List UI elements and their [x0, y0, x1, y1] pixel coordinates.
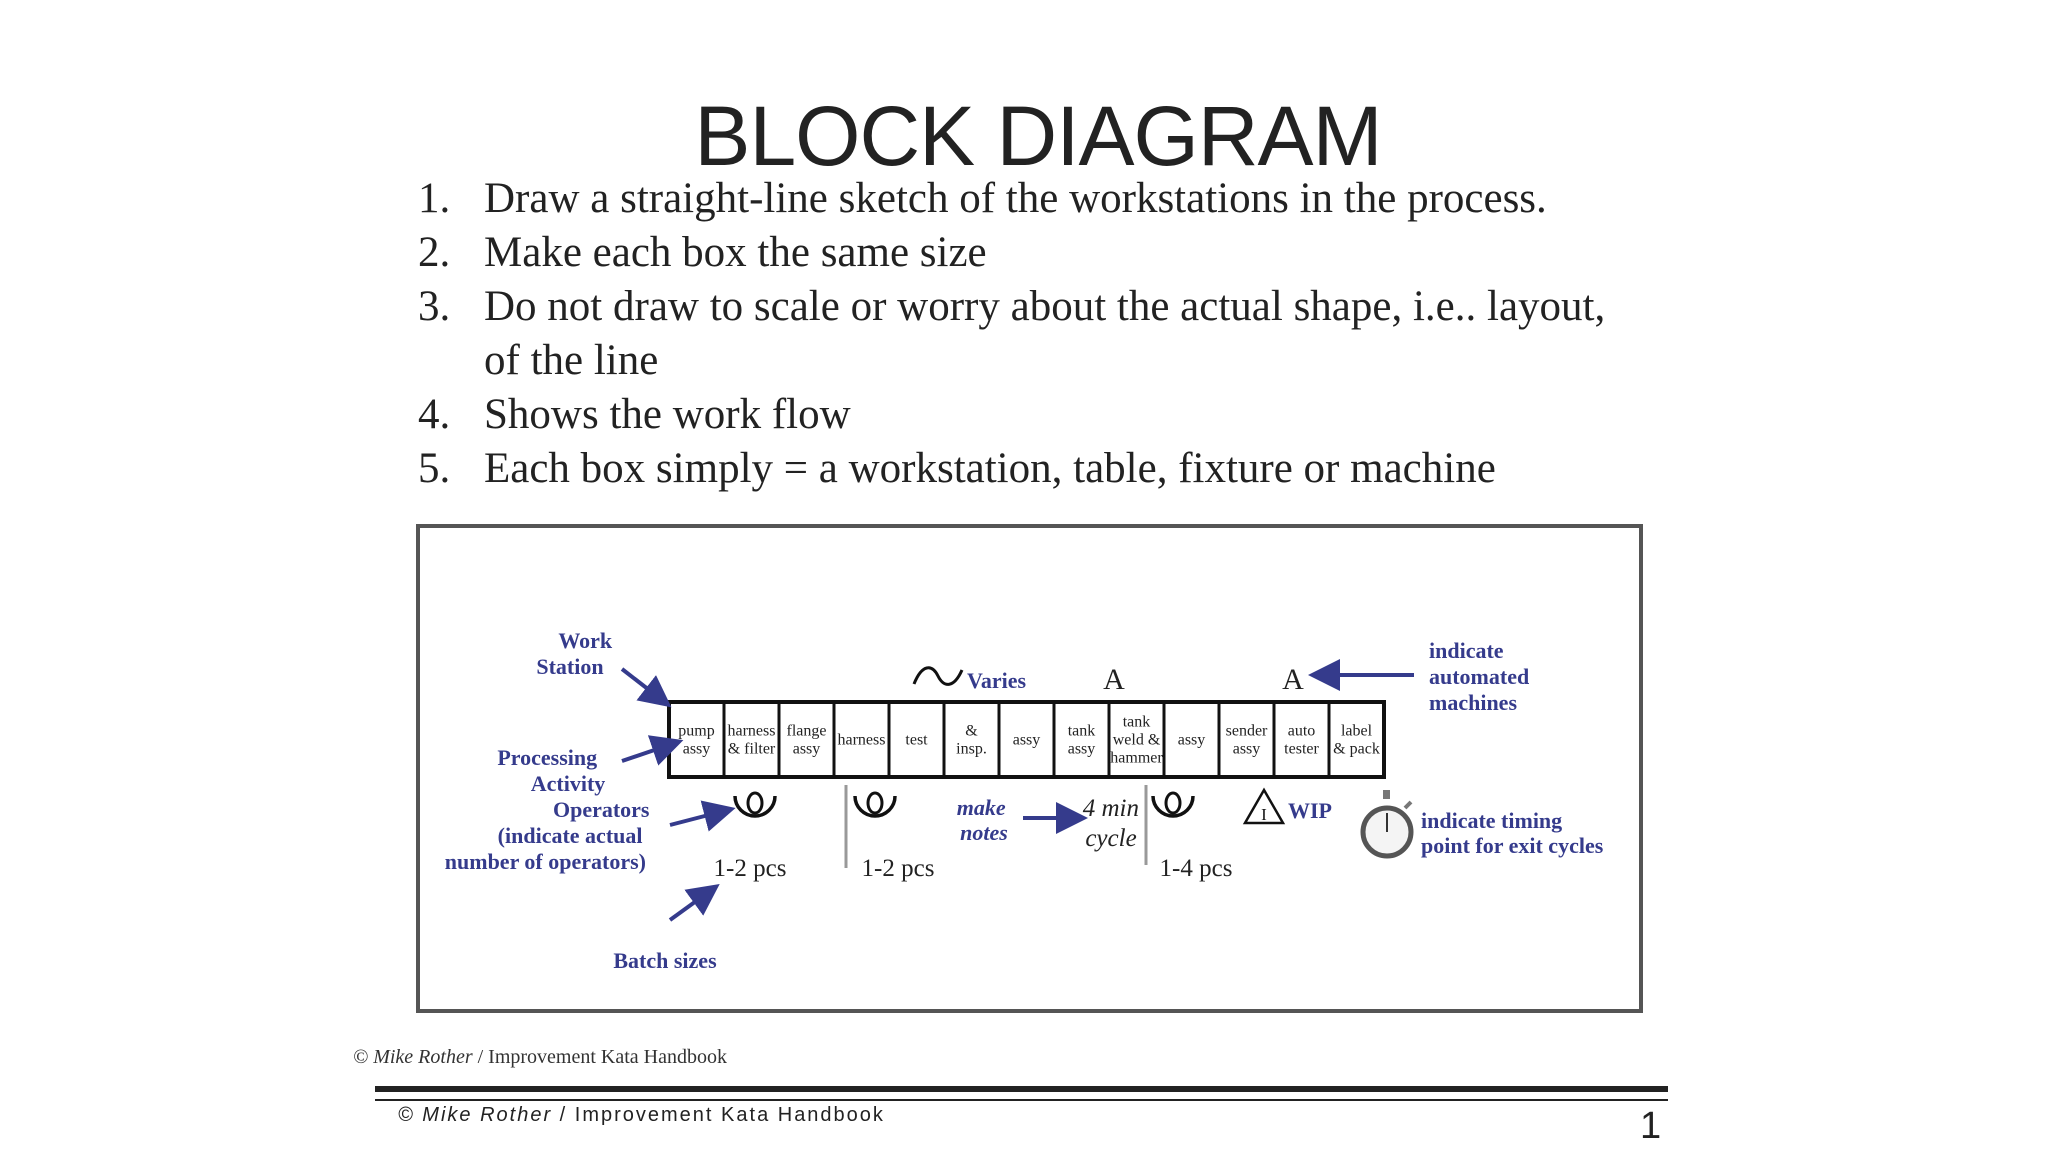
slide-footer [398, 1104, 885, 1127]
item-text: Make each box the same size [484, 229, 987, 276]
work-station-label: Work Station [536, 628, 613, 679]
item-text: Draw a straight-line sketch of the workstations in the process. [484, 175, 1547, 222]
workstation-box-label: harness & filter [727, 722, 776, 758]
credit-source: / Improvement Kata Handbook [472, 1046, 727, 1068]
indicate-timing-label: indicate timing point for exit cycles [1421, 808, 1604, 858]
batch-size-value: 1-4 pcs [1159, 855, 1233, 882]
batch-sizes-label: Batch sizes [613, 948, 717, 973]
footer-source: / Improvement Kata Handbook [552, 1104, 885, 1126]
workstation-box-label: auto tester [1284, 722, 1319, 758]
workstation-box-label: assy [1012, 731, 1041, 749]
item-text: Each box simply = a workstation, table, fixture or machine [484, 445, 1496, 492]
operators-label: Operators (indicate actual number of operators) [444, 797, 650, 874]
indicate-automated-label: indicate automated machines [1429, 638, 1530, 715]
page-number: 1 [1640, 1105, 1662, 1147]
workstation-box-label: label & pack [1333, 722, 1380, 758]
credit-author: © Mike Rother [353, 1046, 473, 1068]
workstation-box-label: sender assy [1225, 722, 1268, 758]
footer-rule-thick [375, 1086, 1668, 1092]
workstation-box-label: & insp. [956, 722, 987, 758]
workstation-box-label: test [905, 731, 928, 749]
workstation-box-label: pump assy [678, 722, 715, 758]
processing-activity-label: Processing Activity [497, 745, 606, 796]
svg-text:I: I [1261, 805, 1267, 824]
item-number: 3. [418, 283, 451, 330]
workstation-box-label: harness [837, 731, 886, 749]
automated-marker: A [1103, 663, 1125, 696]
footer-rule-thin [375, 1099, 1668, 1101]
wip-label: WIP [1288, 798, 1332, 823]
batch-size-value: 1-2 pcs [861, 855, 935, 882]
workstation-box-label: assy [1177, 731, 1206, 749]
slide-title: BLOCK DIAGRAM [694, 89, 1382, 183]
footer-author: © Mike Rother [398, 1104, 553, 1126]
workstation-box-label: tank weld & hammer [1110, 713, 1163, 767]
make-notes-label: make notes [956, 795, 1008, 845]
cycle-time-label: 4 min cycle [1082, 795, 1139, 852]
item-number: 5. [418, 445, 451, 492]
workstation-box-label: flange assy [786, 722, 827, 758]
item-text: Do not draw to scale or worry about the actual shape, i.e.. layout, [484, 283, 1606, 330]
item-number: 1. [418, 175, 451, 222]
automated-marker: A [1282, 663, 1304, 696]
item-number: 2. [418, 229, 451, 276]
item-number: 4. [418, 391, 451, 438]
item-text: of the line [484, 337, 659, 384]
item-text: Shows the work flow [484, 391, 851, 438]
workstation-box-label: tank assy [1067, 722, 1096, 758]
varies-label: Varies [967, 668, 1027, 693]
figure-credit [353, 1046, 727, 1069]
batch-size-value: 1-2 pcs [713, 855, 787, 882]
